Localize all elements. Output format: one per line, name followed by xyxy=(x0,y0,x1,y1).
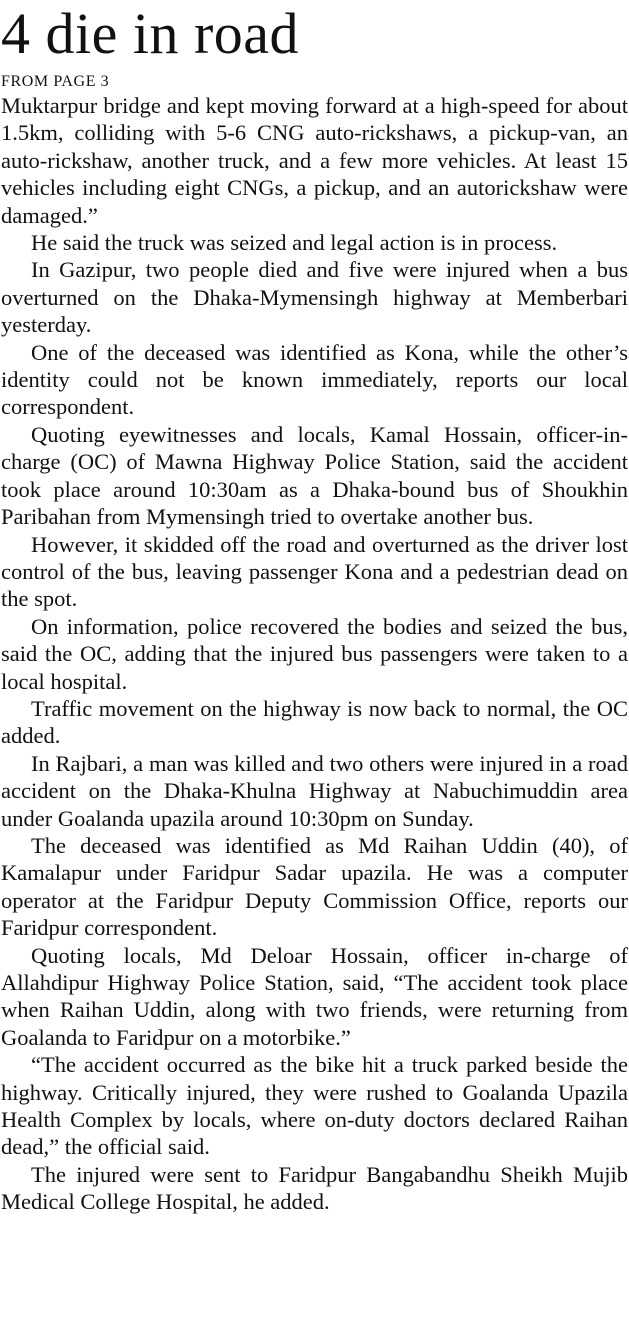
jump-label: FROM PAGE 3 xyxy=(1,73,110,90)
paragraph: One of the deceased was identified as Kona, while the other’s identity could not be known immediately, reports our local correspondent. xyxy=(1,339,628,420)
paragraph: On information, police recovered the bodies and seized the bus, said the OC, adding that the injured bus passengers were taken to a local hospital. xyxy=(1,613,628,694)
paragraph: He said the truck was seized and legal action is in process. xyxy=(31,230,558,256)
paragraph: However, it skidded off the road and overturned as the driver lost control of the bus, leaving passenger Kona and a pedestrian dead on the spot. xyxy=(1,531,628,612)
paragraph: Quoting locals, Md Deloar Hossain, officer in-charge of Allahdipur Highway Police Station, said, “The accident took place when Raihan Uddin, along with two friends, were returning from Goalanda to Faridpur on a motorbike.” xyxy=(1,942,628,1050)
paragraph: In Rajbari, a man was killed and two others were injured in a road accident on the Dhaka-Khulna Highway at Nabuchimuddin area under Goalanda upazila around 10:30pm on Sunday. xyxy=(1,750,628,831)
paragraph: The injured were sent to Faridpur Bangabandhu Sheikh Mujib Medical College Hospital, he added. xyxy=(1,1161,628,1215)
paragraph: Muktarpur bridge and kept moving forward at a high-speed for about 1.5km, colliding with 5-6 CNG auto-rickshaws, a pickup-van, an auto-rickshaw, another truck, and a few more vehicles. At least 15 vehicles including eight CNGs, a pickup, and an autorickshaw were damaged.” xyxy=(1,93,628,228)
paragraph: Traffic movement on the highway is now back to normal, the OC added. xyxy=(1,695,628,749)
headline: 4 die in road xyxy=(1,1,300,66)
paragraph: “The accident occurred as the bike hit a truck parked beside the highway. Critically injured, they were rushed to Goalanda Upazila Health Complex by locals, where on-duty doctors declared Raihan dead,” the official said. xyxy=(1,1052,628,1160)
paragraph: Quoting eyewitnesses and locals, Kamal Hossain, officer-in-charge (OC) of Mawna Highway Police Station, said the accident took place around 10:30am as a Dhaka-bound bus of Shoukhin Paribahan from Mymensingh tried to overtake another bus. xyxy=(1,421,628,530)
paragraph: In Gazipur, two people died and five were injured when a bus overturned on the Dhaka-Mymensingh highway at Memberbari yesterday. xyxy=(1,257,628,338)
article-body xyxy=(1,92,628,1216)
paragraph: The deceased was identified as Md Raihan Uddin (40), of Kamalapur under Faridpur Sadar upazila. He was a computer operator at the Faridpur Deputy Commission Office, reports our Faridpur correspondent. xyxy=(1,832,628,941)
